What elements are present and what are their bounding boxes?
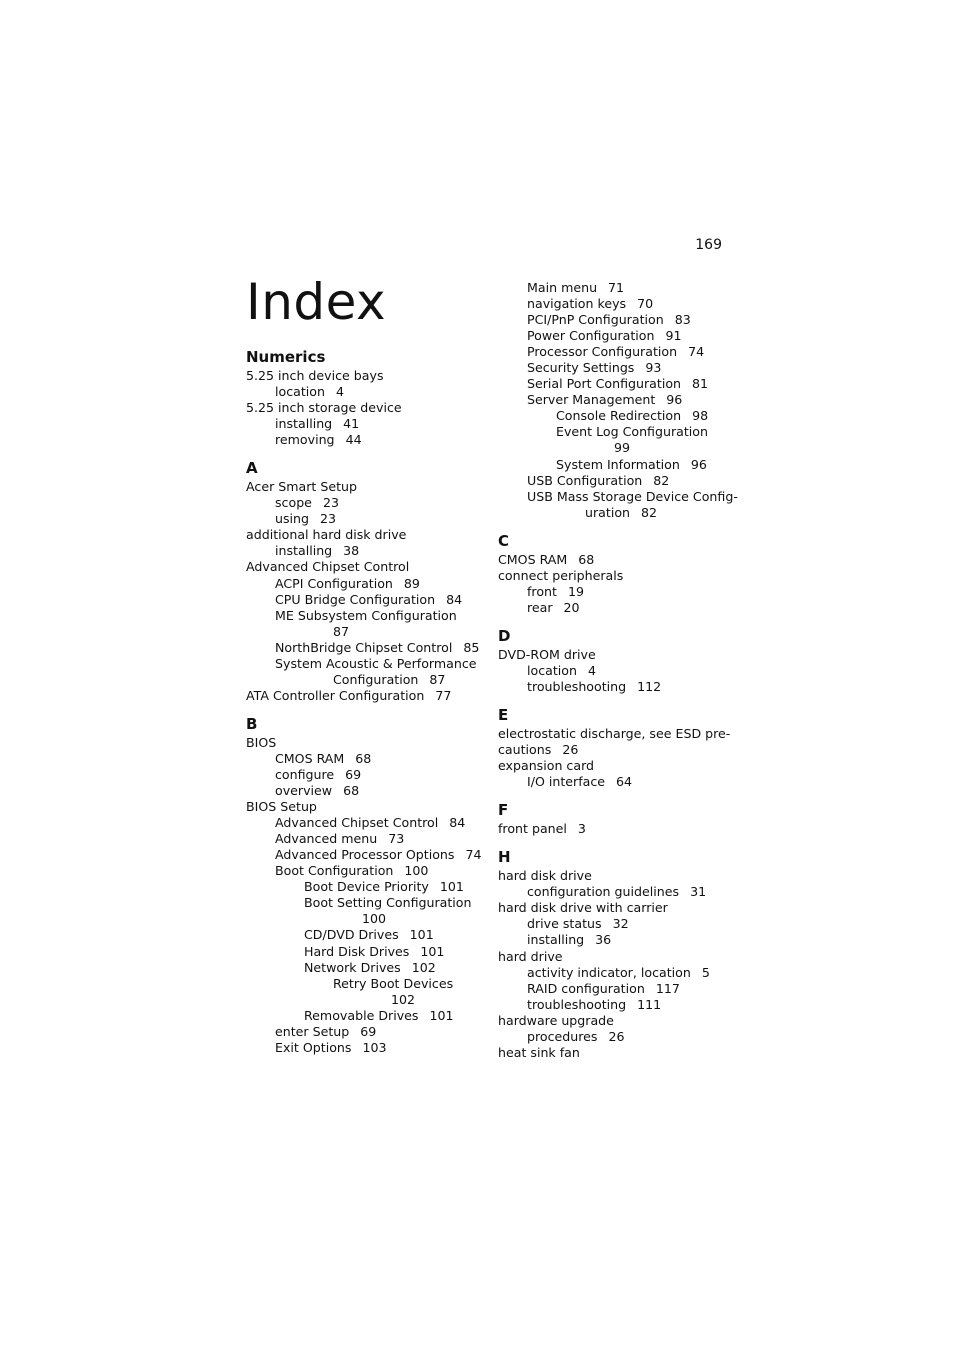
entry-page-ref[interactable]: 26	[562, 742, 579, 758]
index-entry	[246, 879, 486, 895]
entry-term: rear	[527, 599, 553, 615]
index-entry	[498, 1029, 738, 1045]
entry-term: enter Setup	[275, 1023, 350, 1039]
entry-page-ref[interactable]: 102	[411, 959, 436, 975]
index-entry	[498, 932, 738, 948]
entry-page-ref[interactable]: 96	[690, 456, 707, 472]
entry-term: Power Configuration	[527, 328, 655, 344]
entry-term: cautions	[498, 742, 552, 758]
entry-term: installing	[527, 932, 585, 948]
entry-page-ref[interactable]: 82	[653, 472, 670, 488]
entry-term: Retry Boot Devices	[333, 975, 454, 991]
entry-term: 5.25 inch device bays	[246, 368, 384, 383]
entry-page-ref[interactable]: 26	[608, 1028, 625, 1044]
entry-page-ref[interactable]: 74	[465, 847, 482, 863]
index-entry	[498, 392, 738, 408]
entry-page-ref[interactable]: 91	[665, 328, 682, 344]
entry-term: ATA Controller Configuration	[246, 687, 425, 703]
entry-page-ref[interactable]: 44	[345, 432, 362, 448]
entry-page-ref[interactable]: 111	[637, 996, 662, 1012]
index-entry	[246, 960, 486, 976]
index-entry	[246, 927, 486, 943]
entry-page-ref[interactable]: 69	[345, 766, 362, 782]
entry-page-ref[interactable]: 41	[343, 416, 360, 432]
entry-term: hard disk drive with carrier	[498, 900, 668, 916]
entry-term: Event Log Configuration	[556, 424, 708, 440]
index-entry	[498, 408, 738, 424]
index-entry	[246, 495, 486, 511]
entry-term: NorthBridge Chipset Control	[275, 639, 453, 655]
entry-term: Server Management	[527, 392, 656, 408]
entry-term: System Acoustic & Performance	[275, 655, 477, 671]
entry-page-ref[interactable]: 5	[701, 964, 710, 980]
index-entry	[498, 742, 738, 758]
entry-term: troubleshooting	[527, 678, 627, 694]
entry-page-ref[interactable]: 87	[333, 623, 350, 639]
entry-term: additional hard disk drive	[246, 527, 407, 543]
entry-term: Main menu	[527, 280, 598, 295]
entry-term: overview	[275, 783, 333, 799]
index-entry	[246, 992, 486, 1008]
index-entry	[246, 767, 486, 783]
index-entry	[498, 981, 738, 997]
index-entry	[246, 624, 486, 640]
entry-term: configuration guidelines	[527, 884, 680, 900]
index-entry	[498, 344, 738, 360]
entry-term: Hard Disk Drives	[304, 943, 410, 959]
section-heading: D	[498, 626, 511, 645]
index-column-left	[246, 346, 486, 1065]
entry-page-ref[interactable]: 100	[362, 911, 387, 927]
index-entry	[246, 895, 486, 911]
index-entry	[498, 900, 738, 916]
entry-term: Boot Configuration	[275, 863, 394, 879]
entry-term: ME Subsystem Configuration	[275, 607, 457, 623]
entry-term: I/O interface	[527, 774, 606, 790]
entry-term: 5.25 inch storage device	[246, 400, 402, 416]
index-entry	[498, 774, 738, 790]
index-entry	[498, 473, 738, 489]
entry-page-ref[interactable]: 70	[637, 296, 654, 312]
index-entry	[498, 949, 738, 965]
entry-page-ref[interactable]: 93	[645, 360, 662, 376]
entry-page-ref[interactable]: 4	[587, 662, 596, 678]
entry-term: PCI/PnP Configuration	[527, 312, 664, 328]
index-entry	[498, 296, 738, 312]
entry-term: Serial Port Configuration	[527, 376, 682, 392]
entry-page-ref[interactable]: 68	[578, 551, 595, 567]
entry-page-ref[interactable]: 36	[595, 932, 612, 948]
entry-term: Advanced Processor Options	[275, 847, 455, 863]
index-entry	[246, 384, 486, 400]
index-entry	[246, 559, 486, 575]
index-section	[498, 530, 738, 616]
index-entry	[246, 527, 486, 543]
entry-page-ref[interactable]: 102	[391, 991, 416, 1007]
index-entry	[246, 688, 486, 704]
entry-term: Network Drives	[304, 959, 401, 975]
entry-term: Acer Smart Setup	[246, 479, 358, 495]
entry-term: USB Mass Storage Device Config-	[527, 488, 738, 504]
entry-term: troubleshooting	[527, 996, 627, 1012]
index-entry	[498, 1045, 738, 1061]
entry-page-ref[interactable]: 81	[692, 376, 709, 392]
entry-page-ref[interactable]: 73	[388, 831, 405, 847]
index-entry	[246, 576, 486, 592]
page-number: 169	[695, 237, 722, 253]
index-entry	[498, 376, 738, 392]
index-entry	[498, 916, 738, 932]
index-entry	[246, 511, 486, 527]
index-entry	[246, 543, 486, 559]
entry-term: expansion card	[498, 758, 595, 774]
entry-term: removing	[275, 432, 335, 448]
index-entry	[498, 312, 738, 328]
index-entry	[498, 868, 738, 884]
index-entry	[246, 656, 486, 672]
index-entry	[246, 799, 486, 815]
entry-page-ref[interactable]: 32	[612, 916, 629, 932]
index-entry	[246, 1040, 486, 1056]
index-entry	[498, 584, 738, 600]
index-entry	[246, 735, 486, 751]
entry-term: uration	[585, 504, 631, 520]
entry-term: front	[527, 583, 557, 599]
entry-page-ref[interactable]: 112	[637, 678, 662, 694]
entry-term: Boot Device Priority	[304, 879, 429, 895]
entry-page-ref[interactable]: 98	[692, 408, 709, 424]
entry-term: location	[527, 662, 577, 678]
index-entry	[498, 821, 738, 837]
entry-term: using	[275, 511, 310, 527]
entry-term: connect peripherals	[498, 567, 624, 583]
index-section	[498, 280, 738, 521]
entry-term: Advanced Chipset Control	[275, 815, 439, 831]
entry-term: front panel	[498, 821, 567, 837]
index-entry	[498, 360, 738, 376]
index-column-right	[498, 280, 738, 1070]
entry-term: procedures	[527, 1028, 598, 1044]
index-entry	[498, 997, 738, 1013]
entry-page-ref[interactable]: 74	[688, 344, 705, 360]
index-entry	[498, 965, 738, 981]
entry-term: RAID configuration	[527, 980, 645, 996]
index-entry	[498, 663, 738, 679]
entry-term: BIOS Setup	[246, 799, 317, 815]
entry-term: USB Configuration	[527, 472, 643, 488]
index-entry	[246, 1024, 486, 1040]
index-entry	[498, 457, 738, 473]
index-entry	[246, 368, 486, 384]
entry-term: scope	[275, 495, 312, 511]
index-entry	[498, 568, 738, 584]
entry-term: CMOS RAM	[275, 750, 345, 766]
index-entry	[498, 552, 738, 568]
entry-term: CPU Bridge Configuration	[275, 591, 436, 607]
entry-page-ref[interactable]: 83	[674, 312, 691, 328]
index-entry	[498, 489, 738, 505]
entry-page-ref[interactable]: 87	[429, 671, 446, 687]
index-entry	[498, 1013, 738, 1029]
entry-term: hard disk drive	[498, 868, 592, 884]
entry-page-ref[interactable]: 38	[343, 543, 360, 559]
index-entry	[246, 815, 486, 831]
entry-term: BIOS	[246, 734, 277, 750]
entry-page-ref[interactable]: 117	[655, 980, 680, 996]
index-entry	[246, 863, 486, 879]
entry-term: Configuration	[333, 671, 419, 687]
index-entry	[246, 400, 486, 416]
index-entry	[246, 672, 486, 688]
index-entry	[246, 751, 486, 767]
index-section	[246, 346, 486, 448]
entry-page-ref[interactable]: 77	[435, 687, 452, 703]
entry-term: hard drive	[498, 948, 563, 964]
entry-page-ref[interactable]: 96	[666, 392, 683, 408]
index-entry	[246, 831, 486, 847]
page-title: Index	[246, 273, 387, 331]
entry-page-ref[interactable]: 89	[403, 575, 420, 591]
index-entry	[246, 592, 486, 608]
index-entry	[498, 647, 738, 663]
index-entry	[498, 505, 738, 521]
section-heading: Numerics	[246, 348, 326, 366]
entry-page-ref[interactable]: 82	[641, 504, 658, 520]
entry-term: navigation keys	[527, 296, 627, 312]
entry-page-ref[interactable]: 19	[567, 583, 584, 599]
index-section	[498, 704, 738, 790]
section-heading: F	[498, 801, 509, 820]
index-entry	[246, 1008, 486, 1024]
entry-term: CD/DVD Drives	[304, 927, 399, 943]
entry-page-ref[interactable]: 68	[355, 750, 372, 766]
index-entry	[246, 479, 486, 495]
index-entry	[498, 280, 738, 296]
section-heading: C	[498, 531, 510, 550]
index-entry	[498, 328, 738, 344]
entry-page-ref[interactable]: 4	[335, 384, 344, 400]
entry-page-ref[interactable]: 31	[690, 884, 707, 900]
entry-page-ref[interactable]: 20	[563, 599, 580, 615]
index-entry	[246, 640, 486, 656]
index-entry	[246, 944, 486, 960]
entry-term: Console Redirection	[556, 408, 682, 424]
entry-page-ref[interactable]: 99	[614, 440, 631, 456]
index-entry	[246, 432, 486, 448]
entry-term: System Information	[556, 456, 680, 472]
section-heading: A	[246, 459, 258, 478]
section-heading: E	[498, 706, 509, 725]
index-section	[498, 799, 738, 837]
index-entry	[246, 911, 486, 927]
entry-page-ref[interactable]: 101	[429, 1007, 454, 1023]
entry-page-ref[interactable]: 84	[449, 815, 466, 831]
index-entry	[498, 424, 738, 440]
entry-page-ref[interactable]: 23	[320, 511, 337, 527]
entry-page-ref[interactable]: 69	[360, 1023, 377, 1039]
entry-term: Security Settings	[527, 360, 635, 376]
entry-page-ref[interactable]: 68	[343, 783, 360, 799]
section-heading: H	[498, 848, 511, 867]
entry-page-ref[interactable]: 103	[362, 1039, 387, 1055]
entry-page-ref[interactable]: 101	[420, 943, 445, 959]
index-entry	[498, 440, 738, 456]
entry-term: Exit Options	[275, 1039, 352, 1055]
entry-term: Processor Configuration	[527, 344, 678, 360]
entry-page-ref[interactable]: 101	[409, 927, 434, 943]
entry-term: configure	[275, 766, 335, 782]
entry-term: hardware upgrade	[498, 1012, 614, 1028]
entry-term: DVD-ROM drive	[498, 646, 596, 662]
index-entry	[246, 416, 486, 432]
entry-term: Removable Drives	[304, 1007, 419, 1023]
entry-page-ref[interactable]: 85	[463, 639, 480, 655]
index-section	[498, 846, 738, 1061]
entry-page-ref[interactable]: 71	[608, 280, 625, 295]
index-entry	[498, 679, 738, 695]
entry-term: installing	[275, 543, 333, 559]
entry-term: activity indicator, location	[527, 964, 691, 980]
index-entry	[498, 884, 738, 900]
entry-page-ref[interactable]: 100	[404, 863, 429, 879]
index-entry	[246, 976, 486, 992]
entry-term: heat sink fan	[498, 1044, 580, 1060]
index-section	[498, 625, 738, 695]
entry-term: Advanced Chipset Control	[246, 559, 410, 575]
entry-page-ref[interactable]: 3	[577, 821, 586, 837]
index-entry	[498, 600, 738, 616]
index-entry	[246, 783, 486, 799]
index-entry	[498, 726, 738, 742]
entry-term: CMOS RAM	[498, 551, 568, 567]
entry-page-ref[interactable]: 64	[616, 774, 633, 790]
index-section	[246, 457, 486, 704]
index-entry	[246, 847, 486, 863]
entry-page-ref[interactable]: 23	[322, 495, 339, 511]
entry-term: electrostatic discharge, see ESD pre-	[498, 726, 731, 742]
entry-term: Boot Setting Configuration	[304, 895, 472, 911]
index-entry	[498, 758, 738, 774]
entry-page-ref[interactable]: 101	[439, 879, 464, 895]
entry-page-ref[interactable]: 84	[446, 591, 463, 607]
entry-term: drive status	[527, 916, 602, 932]
index-section	[246, 713, 486, 1056]
entry-term: ACPI Configuration	[275, 575, 393, 591]
entry-term: installing	[275, 416, 333, 432]
section-heading: B	[246, 714, 258, 733]
index-entry	[246, 608, 486, 624]
entry-term: location	[275, 384, 325, 400]
entry-term: Advanced menu	[275, 831, 378, 847]
